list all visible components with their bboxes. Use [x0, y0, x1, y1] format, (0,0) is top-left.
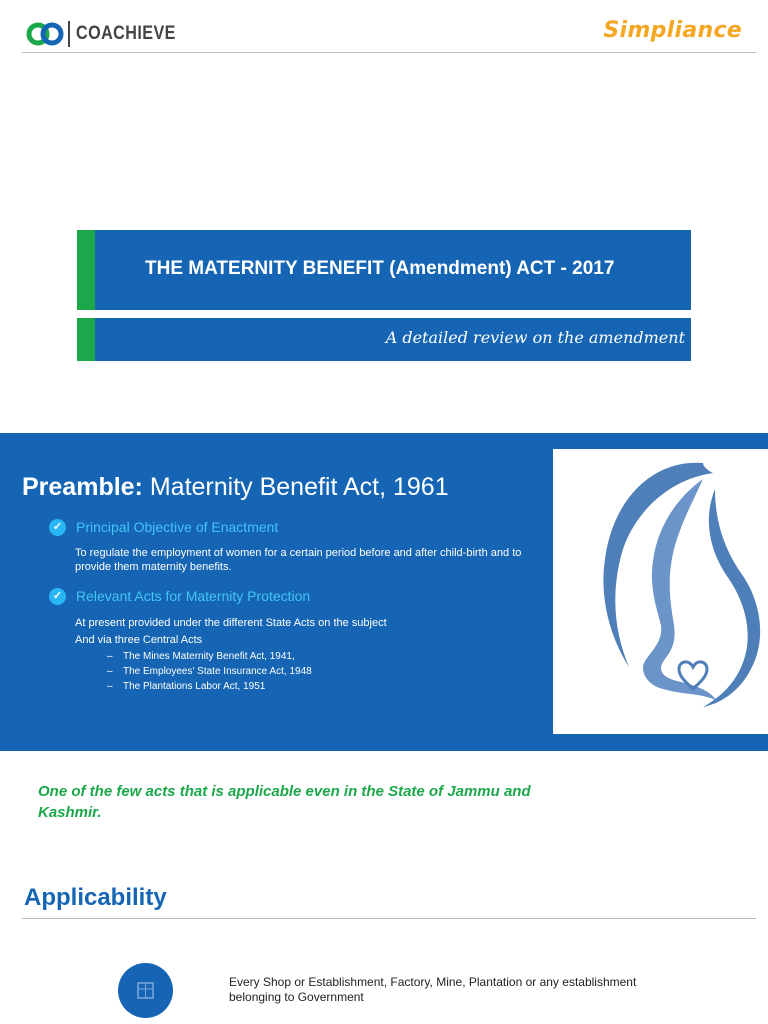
mother-and-child-icon: [553, 449, 768, 734]
logo-divider: [68, 21, 70, 47]
banner-accent: [77, 318, 95, 361]
document-subtitle: A detailed review on the amendment: [385, 328, 685, 347]
simpliance-logo: Simpliance: [603, 18, 742, 43]
applicability-text: Every Shop or Establishment, Factory, Mine, Plantation or any establishment belonging to Government: [229, 975, 637, 1004]
subtitle-banner: [77, 318, 691, 361]
header-divider: [22, 52, 756, 53]
objective-text: To regulate the employment of women for a certain period before and after child-birth and to provide them maternity benefits.: [75, 547, 522, 573]
checkmark-icon: ✓: [49, 588, 66, 605]
coachieve-logo: [26, 20, 193, 48]
relevant-acts-text-1: At present provided under the different State Acts on the subject: [75, 617, 387, 629]
relevant-acts-text-2: And via three Central Acts: [75, 634, 203, 646]
jk-applicability-note: One of the few acts that is applicable even in the State of Jammu and Kashmir.: [38, 783, 531, 821]
objective-heading: Principal Objective of Enactment: [76, 519, 279, 535]
banner-accent: [77, 230, 95, 310]
document-title: THE MATERNITY BENEFIT (Amendment) ACT - 2017: [145, 258, 615, 279]
relevant-acts-heading: Relevant Acts for Maternity Protection: [76, 588, 311, 604]
title-banner: [77, 230, 691, 310]
checkmark-icon: ✓: [49, 519, 66, 536]
list-item: – The Employees' State Insurance Act, 1948: [107, 666, 312, 677]
illustration-panel: [553, 449, 768, 734]
preamble-heading-bold: Preamble:: [22, 473, 143, 501]
act-name: The Plantations Labor Act, 1951: [123, 681, 266, 692]
page-header: [0, 0, 768, 54]
act-name: The Employees' State Insurance Act, 1948: [123, 666, 312, 677]
chain-link-icon: [26, 20, 64, 48]
building-icon: [137, 981, 154, 999]
applicability-icon-circle: [118, 963, 173, 1018]
act-name: The Mines Maternity Benefit Act, 1941,: [123, 651, 295, 662]
preamble-heading: [22, 473, 449, 502]
list-item: – The Mines Maternity Benefit Act, 1941,: [107, 651, 295, 662]
applicability-heading: Applicability: [24, 884, 167, 911]
preamble-section: [0, 433, 768, 751]
applicability-divider: [22, 918, 756, 919]
coachieve-logo-text: COACHIEVE: [76, 23, 176, 44]
list-item: – The Plantations Labor Act, 1951: [107, 681, 266, 692]
preamble-heading-rest: Maternity Benefit Act, 1961: [142, 473, 449, 501]
